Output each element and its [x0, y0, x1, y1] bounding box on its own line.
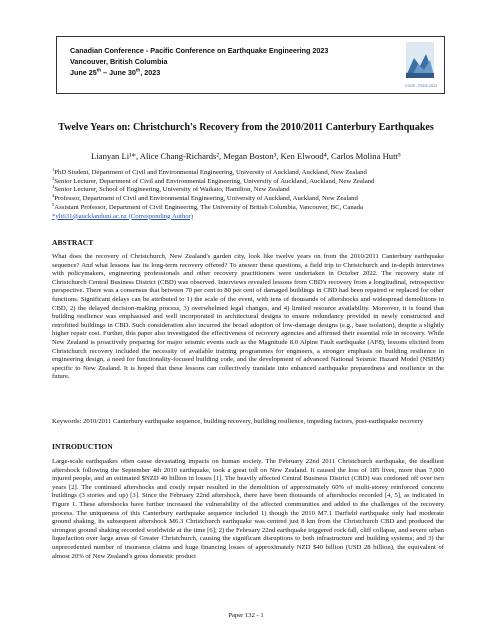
email-link[interactable]: *yli631@aucklanduni.ac.nz (Corresponding Author): [52, 212, 193, 220]
affiliation-5: $^5$Assistant Professor, Department of Civil Engineering, The University of British Columbia, Vancouver, BC, Canada: [52, 201, 363, 211]
affiliations: [52, 166, 452, 221]
affiliation-1: $^1$PhD Student, Department of Civil and Environmental Engineering, University of Auckland, Auckland, New Zealand: [52, 166, 367, 176]
conference-dates: June 25th – June 30th, 2023: [70, 67, 161, 77]
affiliation-4: $^4$Professor, Department of Civil and Environmental Engineering, University of Auckland, Auckland, New Zealand: [52, 192, 358, 203]
mountain-logo-icon: [400, 40, 440, 84]
abstract-body: What does the recovery of Christchurch, New Zealand's garden city, look like twelve years on from the 2010/2011 Canterbury earthquake sequence? And what lessons has its long-term recovery offered? To answer these questions, a field trip to Christchurch and in-depth interviews with policymakers, engineering professionals and other recovery practitioners were undertaken in October 2022. The recovery state of Christchurch Central Business District (CBD) was observed. Interviews revealed lessons from CBD's recovery from a longitudinal, retrospective perspective. There was a consensus that between 70 per cent to 80 per cent of damaged buildings in CBD had been repaired or replaced for other functions. Significant delays can be attributed to 1) the scale of the event, with tens of thousands of aftershocks and widespread demolitions in CBD, 2) the delayed decision-making process, 3) overwhelmed legal changes, and 4) limited resource availability. Moreover, it is found that building resilience was emphasised and well incorporated in architectural designs to ensure redundancy provided in newly constructed and retrofitted buildings in CBD. Such consideration also incurred the broad adoption of low-damage designs (e.g., base isolation), despite a slightly higher repair cost. Further, this paper also investigated the effectiveness of recovery agencies and affirmed their essential role in recovery. While New Zealand is proactively preparing for major seismic events such as the Magnitude 8.0 Alpine Fault earthquake (AF8), lessons elicited from Christchurch recovery included the necessity of available training programmes for engineers, a stronger emphasis on building resilience in engineering design, a need for functionality-focused building code, and the development of advanced National Seismic Hazard Model (NSHM) specific to New Zealand. It is hoped that these lessons can collectively translate into enhanced earthquake preparedness and resilience in the future.: [52, 253, 444, 381]
page-footer: Paper 132 - 1: [228, 612, 264, 619]
logo-text: CCEE - PCEE 2023: [405, 84, 437, 88]
conference-header: [70, 45, 370, 78]
corresponding-email[interactable]: [52, 213, 452, 222]
author-list: Lianyan Li¹*, Alice Chang-Richards², Megan Boston³, Ken Elwood⁴, Carlos Molina Hutt⁵: [91, 151, 401, 161]
paper-title: Twelve Years on: Christchurch's Recovery from the 2010/2011 Canterbury Earthquakes: [58, 122, 434, 133]
introduction-heading: INTRODUCTION: [52, 442, 113, 451]
affiliation-3: $^3$Senior Lecturer, School of Engineering, University of Waikato, Hamilton, New Zealand: [52, 184, 290, 194]
introduction-body: Large-scale earthquakes often cause devastating impacts on human society. The February 22nd 2011 Christchurch earthquake, the deadliest aftershock following the September 4th 2010 earthquake, took a great toll on New Zealand. It caused the loss of 185 lives, more than 7,000 injured people, and an estimated $NZD 40 billion in losses [1]. The heavily affected Central Business District (CBD) was cordoned off over two years [2]. The continued aftershocks and costly repair resulted in the demolition of approximately 60% of multi-storey reinforced concrete buildings (3 stories and up) [3]. Since the February 22nd aftershock, there have been thousands of aftershocks recorded [4, 5], as indicated in Figure 1. These aftershocks have further increased the vulnerability of the affected communities and added to the challenges of the recovery process. The uniqueness of this Canterbury earthquake sequence included 1) though the 2010 M7.1 Darfield earthquake only had moderate ground shaking, its subsequent aftershock M6.3 Christchurch earthquake was centred just 8 km from the Christchurch CBD and produced the strongest ground shaking recorded worldwide at the time [6]; 2) the February 22nd earthquake triggered rock fall, cliff collapse, and severe urban liquefaction over large areas of Greater Christchurch, causing the significant disruptions to both infrastructure and building systems; and 3) the unprecedented number of insurance claims and huge financing losses of approximately NZD $40 billion (USD 28 billion), the equivalent of almost 20% of New Zealand's gross domestic product: [52, 458, 444, 560]
conference-name: Canadian Conference - Pacific Conference on Earthquake Engineering 2023: [70, 46, 329, 55]
abstract-heading: ABSTRACT: [52, 238, 94, 247]
affiliation-2: $^2$Senior Lecturer, Department of Civil and Environmental Engineering, University of Auckland, Auckland, New Zealand: [52, 175, 375, 185]
keywords: Keywords: 2010/2011 Canterbury earthquake sequence, building recovery, building resilience, impeding factors, post-earthquake recovery: [52, 418, 424, 425]
conference-location: Vancouver, British Columbia: [70, 57, 168, 66]
conference-logo: [400, 40, 440, 90]
